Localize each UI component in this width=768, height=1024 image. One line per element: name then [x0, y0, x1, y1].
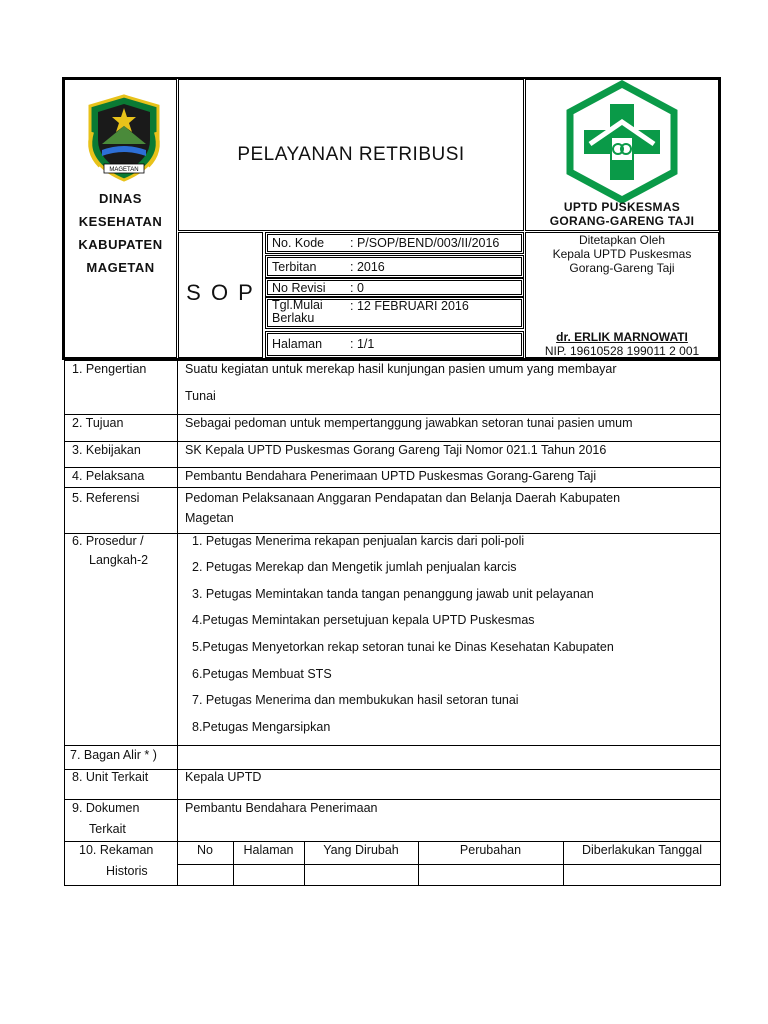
rekaman-col-tanggal: Diberlakukan Tanggal: [582, 843, 702, 857]
row-label-rekaman-2: Historis: [106, 864, 148, 878]
meta-value-berlaku: : 12 FEBRUARI 2016: [350, 299, 469, 313]
column-divider: [177, 360, 178, 886]
meta-label-kode: No. Kode: [272, 236, 325, 250]
ditetapkan-line-1: Ditetapkan Oleh: [578, 233, 666, 247]
row-label-tujuan: 2. Tujuan: [72, 416, 124, 430]
meta-label-terbitan: Terbitan: [272, 260, 317, 274]
prosedur-step: 6.Petugas Membuat STS: [192, 667, 332, 681]
row-label-dokumen-2: Terkait: [89, 822, 126, 836]
row-divider: [64, 841, 721, 842]
row-label-pelaksana: 4. Pelaksana: [72, 469, 145, 483]
pengertian-text-1: Suatu kegiatan untuk merekap hasil kunjungan pasien umum yang membayar: [185, 362, 617, 376]
tujuan-text: Sebagai pedoman untuk mempertanggung jawabkan setoran tunai pasien umum: [185, 416, 633, 430]
puskesmas-logo: [560, 80, 684, 204]
row-label-referensi: 5. Referensi: [72, 491, 140, 505]
referensi-text-2: Magetan: [185, 511, 234, 525]
meta-label-berlaku: Tgl.Mulai Berlaku: [272, 298, 323, 325]
prosedur-step: 8.Petugas Mengarsipkan: [192, 720, 331, 734]
prosedur-step: 1. Petugas Menerima rekapan penjualan karcis dari poli-poli: [192, 534, 525, 548]
row-label-unit: 8. Unit Terkait: [72, 770, 149, 784]
prosedur-step: 2. Petugas Merekap dan Mengetik jumlah penjualan karcis: [192, 560, 517, 574]
row-divider: [177, 864, 721, 865]
agency-line-3: KABUPATEN: [78, 237, 163, 252]
agency-line-2: KESEHATAN: [78, 214, 163, 229]
row-label-pengertian: 1. Pengertian: [72, 362, 147, 376]
unit-text: Kepala UPTD: [185, 770, 262, 784]
puskesmas-line-1: UPTD PUSKESMAS: [563, 200, 681, 214]
pelaksana-text: Pembantu Bendahara Penerimaan UPTD Puskesmas Gorang-Gareng Taji: [185, 469, 597, 483]
prosedur-step: 3. Petugas Memintakan tanda tangan penanggung jawab unit pelayanan: [192, 587, 594, 601]
meta-value-revisi: : 0: [350, 281, 364, 295]
rekaman-col-dirubah: Yang Dirubah: [323, 843, 399, 857]
agency-line-1: DINAS: [99, 191, 142, 206]
row-label-rekaman: 10. Rekaman: [79, 843, 154, 857]
row-divider: [64, 414, 721, 415]
signer-nip: NIP. 19610528 199011 2 001: [544, 344, 700, 358]
svg-text:MAGETAN: MAGETAN: [109, 167, 139, 173]
signer-name: dr. ERLIK MARNOWATI: [556, 330, 688, 344]
rekaman-col-halaman: Halaman: [243, 843, 294, 857]
row-divider: [64, 799, 721, 800]
meta-label-revisi: No Revisi: [272, 281, 326, 295]
agency-line-4: MAGETAN: [86, 260, 155, 275]
rekaman-col-perubahan: Perubahan: [459, 843, 522, 857]
meta-value-kode: : P/SOP/BEND/003/II/2016: [350, 236, 500, 250]
row-label-bagan: 7. Bagan Alir * ): [70, 748, 157, 762]
dokumen-text: Pembantu Bendahara Penerimaan: [185, 801, 378, 815]
ditetapkan-line-2: Kepala UPTD Puskesmas: [552, 247, 692, 261]
meta-value-halaman: : 1/1: [350, 337, 375, 351]
row-label-kebijakan: 3. Kebijakan: [72, 443, 141, 457]
row-divider: [64, 487, 721, 488]
referensi-text-1: Pedoman Pelaksanaan Anggaran Pendapatan dan Belanja Daerah Kabupaten: [185, 491, 621, 505]
row-label-prosedur-2: Langkah-2: [89, 553, 149, 567]
pengertian-text-2: Tunai: [185, 389, 216, 403]
sop-label: S O P: [186, 280, 255, 305]
meta-label-halaman: Halaman: [272, 337, 323, 351]
kebijakan-text: SK Kepala UPTD Puskesmas Gorang Gareng Taji Nomor 021.1 Tahun 2016: [185, 443, 607, 457]
page-title: PELAYANAN RETRIBUSI: [237, 144, 465, 165]
magetan-logo: [78, 92, 170, 184]
row-label-dokumen: 9. Dokumen: [72, 801, 140, 815]
row-label-prosedur: 6. Prosedur /: [72, 534, 144, 548]
ditetapkan-line-3: Gorang-Gareng Taji: [569, 261, 675, 275]
row-divider: [64, 745, 721, 746]
row-divider: [64, 769, 721, 770]
rekaman-col-no: No: [197, 843, 213, 857]
prosedur-step: 7. Petugas Menerima dan membukukan hasil setoran tunai: [192, 693, 519, 707]
row-divider: [64, 467, 721, 468]
prosedur-step: 4.Petugas Memintakan persetujuan kepala UPTD Puskesmas: [192, 613, 535, 627]
puskesmas-line-2: GORANG-GARENG TAJI: [549, 214, 695, 228]
prosedur-step: 5.Petugas Menyetorkan rekap setoran tunai ke Dinas Kesehatan Kabupaten: [192, 640, 614, 654]
row-divider: [64, 441, 721, 442]
meta-value-terbitan: : 2016: [350, 260, 385, 274]
